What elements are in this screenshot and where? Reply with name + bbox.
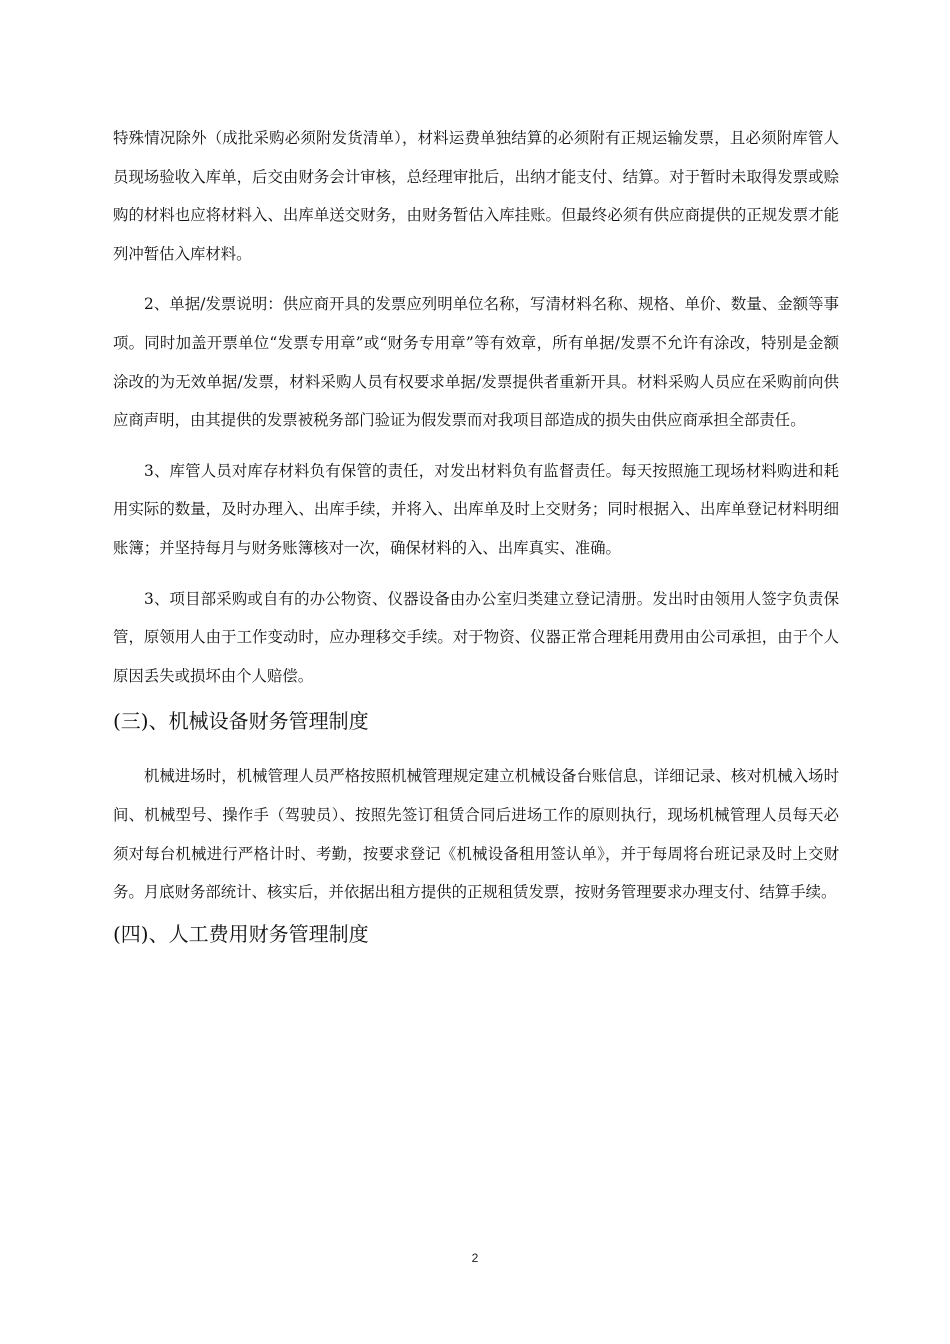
section-heading-machinery: (三)、机械设备财务管理制度 [113, 709, 369, 734]
paragraph-machinery: 机械进场时，机械管理人员严格按照机械管理规定建立机械设备台账信息，详细记录、核对机械入场时间、机械型号、操作手（驾驶员）、按照先签订租赁合同后进场工作的原则执行，现场机械管理人员每天必须对每台机械进行严格计时、考勤，按要求登记《机械设备租用签认单》，并于每周将台班记录及时上交财务。月底财务部统计、核实后，并依据出租方提供的正规租赁发票，按财务管理要求办理支付、结算手续。 [113, 767, 839, 902]
document-body [113, 119, 839, 950]
paragraph-invoice-rules: 2、单据/发票说明：供应商开具的发票应列明单位名称，写清材料名称、规格、单价、数量、金额等事项。同时加盖开票单位“发票专用章”或“财务专用章”等有效章，所有单据/发票不允许有涂改，特别是金额涂改的为无效单据/发票，材料采购人员有权要求单据/发票提供者重新开具。材料采购人员应在采购前向供应商声明，由其提供的发票被税务部门验证为假发票而对我项目部造成的损失由供应商承担全部责任。 [113, 295, 839, 430]
paragraph-office-supplies: 3、项目部采购或自有的办公物资、仪器设备由办公室归类建立登记清册。发出时由领用人签字负责保管，原领用人由于工作变动时，应办理移交手续。对于物资、仪器正常合理耗用费用由公司承担，由于个人原因丢失或损坏由个人赔偿。 [113, 589, 839, 685]
paragraph-continuation: 特殊情况除外（成批采购必须附发货清单），材料运费单独结算的必须附有正规运输发票，且必须附库管人员现场验收入库单，后交由财务会计审核，总经理审批后，出纳才能支付、结算。对于暂时未取得发票或赊购的材料也应将材料入、出库单送交财务，由财务暂估入库挂账。但最终必须有供应商提供的正规发票才能列冲暂估入库材料。 [113, 129, 839, 263]
section-heading-labor-cost: (四)、人工费用财务管理制度 [113, 921, 369, 946]
page-number: 2 [471, 1251, 479, 1265]
paragraph-warehouse-keeper: 3、库管人员对库存材料负有保管的责任，对发出材料负有监督责任。每天按照施工现场材料购进和耗用实际的数量，及时办理入、出库手续，并将入、出库单及时上交财务；同时根据入、出库单登记材料明细账簿；并坚持每月与财务账簿核对一次，确保材料的入、出库真实、准确。 [113, 461, 839, 557]
